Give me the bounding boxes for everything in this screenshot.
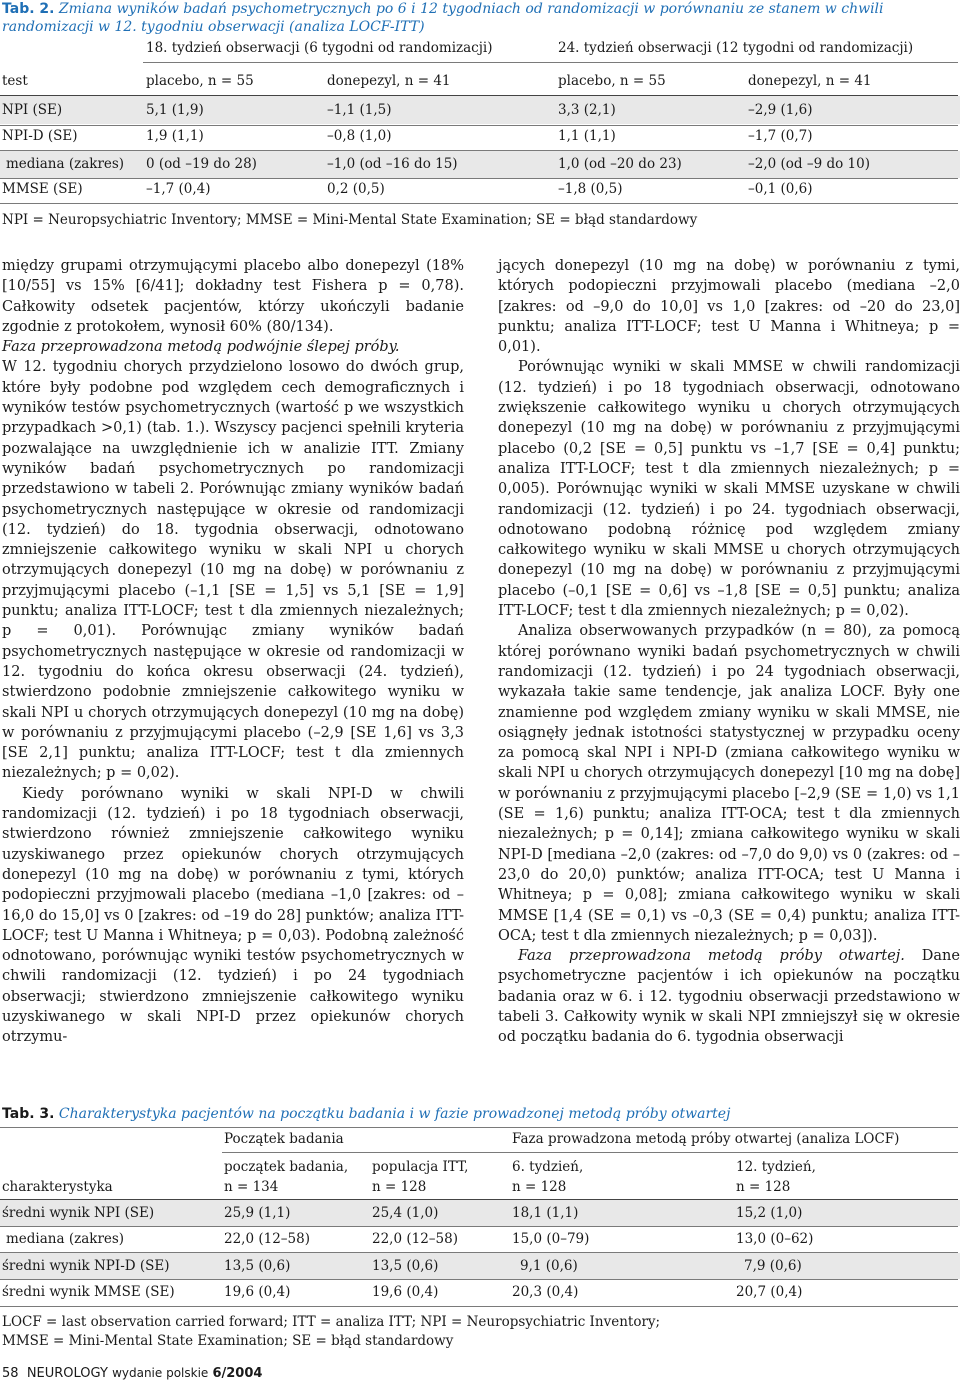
table-2-column-header: placebo, n = 55 [146,73,254,89]
table-3-rule [0,1226,958,1227]
table-cell: 20,7 (0,4) [736,1284,803,1300]
table-3-column-header: charakterystyka [2,1179,113,1195]
journal-issue: 6/2004 [212,1366,263,1381]
body-paragraph: między grupami otrzymującymi placebo albo donepezyl (18% [10/55] vs 15% [6/41]; dokładny test Fishera p = 0,78). Całkowity odsetek pacjentów, którzy ukończyli badanie zgodnie z protokołem, wynosił 60% (80/134). [2,258,464,335]
table-cell: 18,1 (1,1) [512,1205,579,1221]
table-2-column-header: placebo, n = 55 [558,73,666,89]
table-cell: 13,5 (0,6) [224,1258,291,1274]
table-cell: –0,8 (1,0) [327,128,392,144]
table-cell: średni wynik NPI-D (SE) [2,1258,170,1274]
body-paragraph: Analiza obserwowanych przypadków (n = 80), za pomocą której porównano wyniki badań psychometrycznych w chwili randomizacji (12. tydzień) i po 24 tygodniach obserwacji, wykazała takie same tendencje, jak analiza LOCF. Były one znamienne pod względem zmiany wyniku w skali MMSE, nie osiągnęły jednak istotności statystycznej w przypadku oceny za pomocą skal NPI i NPI-D (zmiana całkowitego wyniku w skali NPI u chorych otrzymujących donepezyl [10 mg na dobę] w porównaniu z przyjmującymi placebo [–2,9 (SE = 1,0) vs 1,1 (SE = 1,6) punktu; analiza ITT-OCA; test t dla zmiennych niezależnych; p = 0,14]; zmiana całkowitego wyniku w skali NPI-D [mediana –2,0 (zakres: od –7,0 do 9,0) vs 0 (zakres: od –23,0 do 20,0) punktów; analiza ITT-OCA; test U Manna i Whitneya; p = 0,08]; zmiana całkowitego wyniku w skali MMSE [1,4 (SE = 0,1) vs –0,3 (SE = 0,4) punktu; analiza ITT-OCA; test t dla zmiennych niezależnych; p = 0,03]). [498,623,960,944]
table-cell: 1,9 (1,1) [146,128,204,144]
table-cell: –0,1 (0,6) [748,181,813,197]
page-footer [2,1364,262,1383]
table-3-column-header: n = 134 [224,1179,279,1195]
table-3-rule [0,1127,958,1128]
table-cell: 15,0 (0–79) [512,1231,590,1247]
table-cell: –1,0 (od –16 do 15) [327,156,458,172]
table-cell: 22,0 (12–58) [224,1231,310,1247]
table-cell: mediana (zakres) [6,1231,125,1247]
table-row [0,1203,960,1223]
table-cell: 1,1 (1,1) [558,128,616,144]
table-3-group-header: Początek badania [224,1131,344,1147]
table-3-label: Tab. 3. [2,1106,55,1122]
table-2-column-header: test [2,73,28,89]
table-cell: 13,0 (0–62) [736,1231,814,1247]
table-3-column-header: 12. tydzień, [736,1159,816,1175]
table-3-rule [0,1279,958,1280]
table-cell: mediana (zakres) [6,156,125,172]
table-cell: NPI (SE) [2,102,63,118]
table-2-label: Tab. 2. [2,1,55,17]
body-column-left [2,256,464,1048]
table-cell: średni wynik MMSE (SE) [2,1284,175,1300]
table-cell: 5,1 (1,9) [146,102,204,118]
table-cell: –1,7 (0,7) [748,128,813,144]
table-cell: 25,9 (1,1) [224,1205,291,1221]
page-number: 58 [2,1366,19,1381]
body-paragraph: Faza przeprowadzona metodą podwójnie ślepej próby. [2,339,400,356]
table-cell: 20,3 (0,4) [512,1284,579,1300]
table-2-column-header: donepezyl, n = 41 [327,73,451,89]
table-cell: średni wynik NPI (SE) [2,1205,155,1221]
table-2-group-header: 24. tydzień obserwacji (12 tygodni od randomizacji) [558,40,914,56]
section-lead: Faza przeprowadzona metodą próby otwartej. [518,948,905,965]
body-column-right [498,256,960,1048]
table-2-caption [2,0,952,36]
table-2-group-header-row [0,36,960,60]
table-row [0,1256,960,1276]
table-2-caption-text: Zmiana wyników badań psychometrycznych po 6 i 12 tygodniach od randomizacji w porównaniu ze stanem w chwili randomizacji w 12. tygodniu obserwacji (analiza LOCF-ITT) [2,1,884,35]
table-3-column-header: n = 128 [372,1179,427,1195]
table-row [0,98,960,122]
table-2-footnote: NPI = Neuropsychiatric Inventory; MMSE = Mini-Mental State Examination; SE = błąd standardowy [2,212,698,228]
table-3-caption-text: Charakterystyka pacjentów na początku badania i w fazie prowadzonej metodą próby otwartej [58,1106,731,1122]
table-2-rule [0,203,958,204]
table-3-column-header: 6. tydzień, [512,1159,584,1175]
table-cell: NPI-D (SE) [2,128,78,144]
table-cell: 9,1 (0,6) [520,1258,578,1274]
table-3-rule [0,1306,958,1307]
table-cell: 13,5 (0,6) [372,1258,439,1274]
table-3-column-header: n = 128 [736,1179,791,1195]
table-row [0,124,960,148]
table-cell: 3,3 (2,1) [558,102,616,118]
table-cell: 0 (od –19 do 28) [146,156,257,172]
table-3-column-header: początek badania, [224,1159,349,1175]
table-3-header-row [0,1157,960,1197]
table-row [0,177,960,201]
body-paragraph: Faza przeprowadzona metodą próby otwartej. Dane psychometryczne pacjentów i ich opiekunów na początku badania oraz w 6. i 12. tygodniu obserwacji przedstawiono w tabeli 3. Całkowity wynik w skali NPI zmniejszył się w okresie od początku badania do 6. tygodnia obserwacji [498,948,960,1046]
journal-name: NEUROLOGY [26,1366,108,1381]
table-cell: MMSE (SE) [2,181,83,197]
table-2-rule [143,62,958,63]
table-cell: 25,4 (1,0) [372,1205,439,1221]
body-paragraph: W 12. tygodniu chorych przydzielono losowo do dwóch grup, które były podobne pod względem cech demograficznych i wyników testów psychometrycznych (wartość p we wszystkich przypadkach >0,1) (tab. 1.). Wszyscy pacjenci spełnili kryteria pozwalające na uwzględnienie ich w analizie ITT. Zmiany wyników badań psychometrycznych po randomizacji przedstawiono w tabeli 2. Porównując zmiany wyników badań psychometrycznych następujące w okresie od randomizacji (12. tydzień) do 18. tygodnia obserwacji, odnotowano zmniejszenie całkowitego wyniku w skali NPI u chorych otrzymujących donepezyl (10 mg na dobę) w porównaniu z przyjmującymi placebo (–1,1 [SE = 1,5] vs 5,1 [SE = 1,9] punktu; analiza ITT-LOCF; test t dla zmiennych niezależnych; p = 0,01). Porównując zmiany wyników badań psychometrycznych następujące w okresie od randomizacji w 12. tygodniu do końca okresu obserwacji (24. tydzień), stwierdzono podobnie zmniejszenie całkowitego wyniku w skali NPI u chorych otrzymujących donepezyl (10 mg na dobę) w porównaniu z przyjmującymi placebo (–2,9 [SE 1,6] vs 3,3 [SE 2,1] punktu; analiza ITT-LOCF; test t dla zmiennych niezależnych; p = 0,02). [2,359,464,782]
table-cell: –2,9 (1,6) [748,102,813,118]
table-cell: 19,6 (0,4) [224,1284,291,1300]
table-cell: –2,0 (od –9 do 10) [748,156,870,172]
journal-edition: wydanie polskie [112,1366,209,1380]
body-paragraph: jących donepezyl (10 mg na dobę) w porównaniu z tymi, których podopieczni przyjmowali placebo (mediana –2,0 [zakres: od –9,0 do 10,0] vs 1,0 [zakres: od –20 do 23,0] punktu; analiza ITT-LOCF; test U Manna i Whitneya; p = 0,01). [498,258,960,356]
table-3-column-header: populacja ITT, [372,1159,469,1175]
table-row [0,1282,960,1302]
table-row [0,152,960,176]
table-cell: –1,1 (1,5) [327,102,392,118]
table-cell: –1,8 (0,5) [558,181,623,197]
table-3-group-header: Faza prowadzona metodą próby otwartej (analiza LOCF) [512,1131,900,1147]
table-cell: 22,0 (12–58) [372,1231,458,1247]
table-2-group-header: 18. tydzień obserwacji (6 tygodni od randomizacji) [146,40,493,56]
table-cell: 0,2 (0,5) [327,181,385,197]
table-row [0,1229,960,1249]
table-3-column-header: n = 128 [512,1179,567,1195]
table-3-footnote: MMSE = Mini-Mental State Examination; SE = błąd standardowy [2,1333,454,1349]
table-cell: 1,0 (od –20 do 23) [558,156,682,172]
table-2-column-header: donepezyl, n = 41 [748,73,872,89]
table-3-rule [222,1152,958,1153]
table-3-group-header-row [0,1129,960,1149]
table-cell: 19,6 (0,4) [372,1284,439,1300]
table-3-caption [2,1105,730,1123]
table-cell: 15,2 (1,0) [736,1205,803,1221]
table-3-footnote: LOCF = last observation carried forward; ITT = analiza ITT; NPI = Neuropsychiatric Inventory; [2,1314,661,1330]
table-2-header-row [0,69,960,93]
table-cell: –1,7 (0,4) [146,181,211,197]
body-paragraph: Kiedy porównano wyniki w skali NPI-D w chwili randomizacji (12. tydzień) i po 18 tygodniach obserwacji, stwierdzono również zmniejszenie całkowitego wyniku uzyskiwanego przez opiekunów chorych otrzymujących donepezyl (10 mg na dobę) w porównaniu z tymi, których podopieczni przyjmowali placebo (mediana –1,0 [zakres: od –16,0 do 15,0] vs 0 [zakres: od –19 do 28] punktów; analiza ITT-LOCF; test U Manna i Whitneya; p = 0,03). Podobną zależność odnotowano, porównując wyniki testów psychometrycznych w chwili randomizacji (12. tydzień) i po 24 tygodniach obserwacji; stwierdzono zmniejszenie całkowitego wyniku uzyskiwanego w skali NPI-D przez opiekunów chorych otrzymu- [2,785,464,1046]
body-paragraph: Porównując wyniki w skali MMSE w chwili randomizacji (12. tydzień) i po 18 tygodniach obserwacji, odnotowano zwiększenie całkowitego wyniku u chorych otrzymujących donepezyl (10 mg na dobę) w porównaniu z przyjmującymi placebo (0,2 [SE = 0,5] punktu vs –1,7 [SE = 0,4] punktu; analiza ITT-LOCF; test t dla zmiennych niezależnych; p = 0,005). Porównując wyniki w skali MMSE uzyskane w chwili randomizacji (12. tydzień) i po 24. tygodniach obserwacji, odnotowano podobną różnicę pod względem zmiany całkowitego wyniku w skali MMSE u chorych otrzymujących donepezyl (10 mg na dobę) w porównaniu z przyjmującymi placebo (–0,1 [SE = 0,6] vs –1,8 [SE = 0,5] punktu; analiza ITT-LOCF; test t dla zmiennych niezależnych; p = 0,02). [498,359,960,620]
table-cell: 7,9 (0,6) [744,1258,802,1274]
